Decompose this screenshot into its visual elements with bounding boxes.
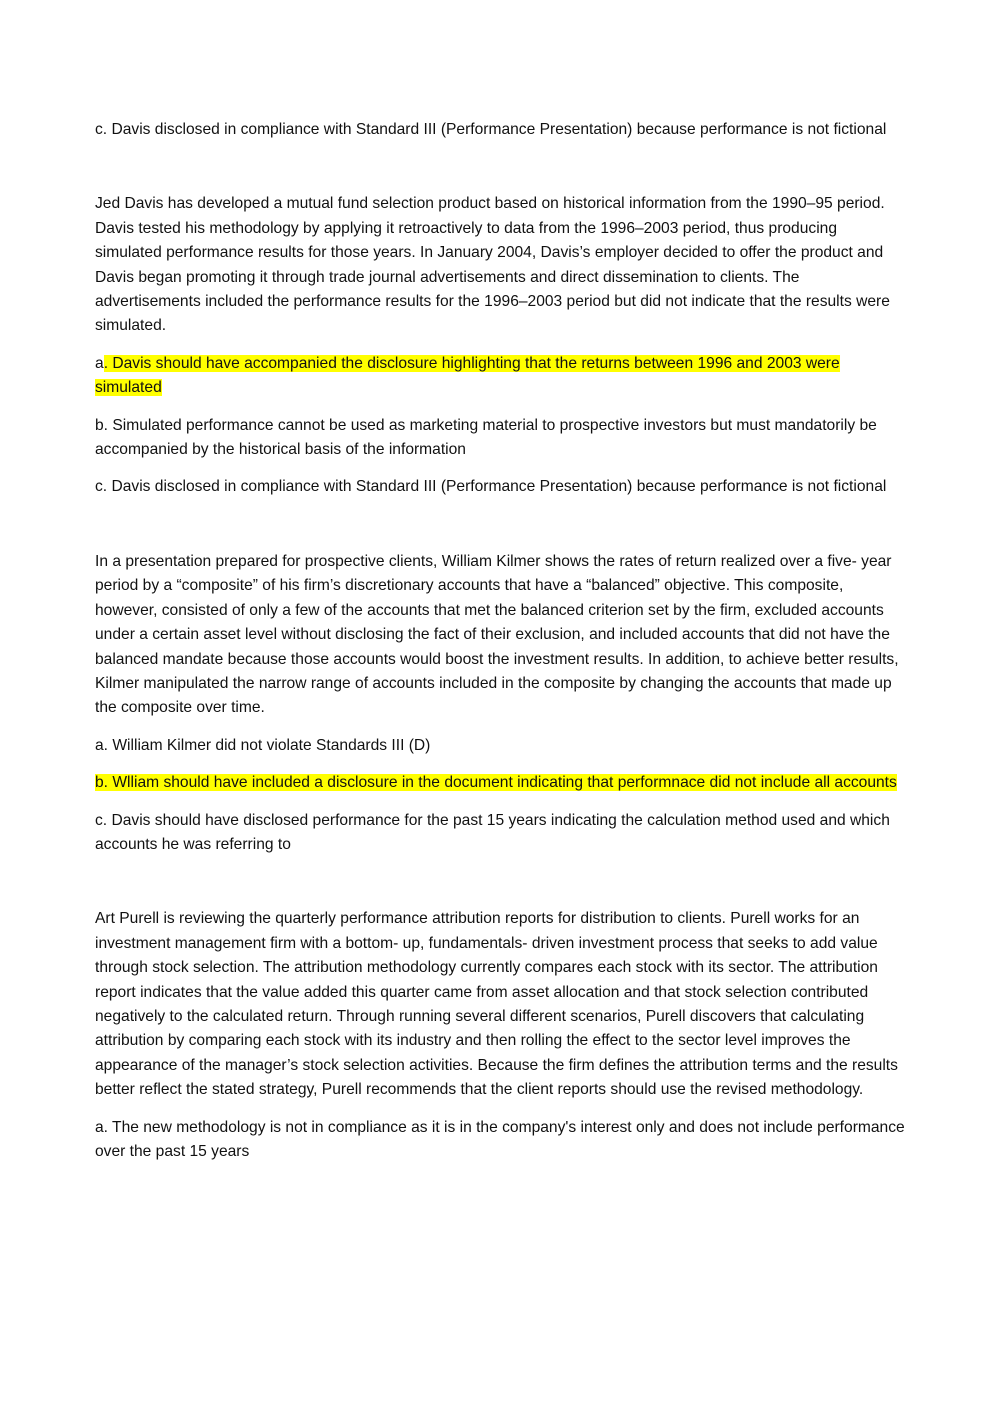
option-a-davis (95, 352, 907, 401)
option-a-davis-prefix: a (95, 354, 104, 372)
document-page (95, 118, 907, 1177)
option-c-davis: c. Davis disclosed in compliance with Standard III (Performance Presentation) because performance is not fictional (95, 478, 887, 496)
option-a-davis-highlighted: . Davis should have accompanied the disclosure highlighting that the returns between 1996 and 2003 were simulated (95, 354, 840, 397)
option-b-davis: b. Simulated performance cannot be used as marketing material to prospective investors but must mandatorily be accompanied by the historical basis of the information (95, 416, 877, 459)
option-c-davis-top: c. Davis disclosed in compliance with Standard III (Performance Presentation) because performance is not fictional (95, 121, 887, 138)
question-kilmer: In a presentation prepared for prospective clients, William Kilmer shows the rates of return realized over a five- year period by a “composite” of his firm’s discretionary accounts that have a “balanced” objective. This composite, however, consisted of only a few of the accounts that met the balanced criterion set by the firm, excluded accounts under a certain asset level without disclosing the fact of their exclusion, and included accounts that did not have the balanced mandate because those accounts would boost the investment results. In addition, to achieve better results, Kilmer manipulated the narrow range of accounts included in the composite by changing the accounts that made up the composite over time. (95, 552, 899, 717)
option-a-kilmer: a. William Kilmer did not violate Standards III (D) (95, 736, 431, 754)
option-b-kilmer-highlighted: b. Wlliam should have included a disclosure in the document indicating that performnace did not include all accounts (95, 774, 897, 792)
option-c-kilmer: c. Davis should have disclosed performance for the past 15 years indicating the calculation method used and which accounts he was referring to (95, 811, 890, 853)
option-b-kilmer (95, 771, 907, 795)
question-purell: Art Purell is reviewing the quarterly performance attribution reports for distribution to clients. Purell works for an investment management firm with a bottom- up, fundamentals- driven investment process that seeks to add value through stock selection. The attribution methodology currently compares each stock with its sector. The attribution report indicates that the value added this quarter came from asset allocation and that stock selection contributed negatively to the calculated return. Through running several different scenarios, Purell discovers that calculating attribution by comparing each stock with its industry and then rolling the effect to the sector level improves the appearance of the manager’s stock selection activities. Because the firm defines the attribution terms and the results better reflect the stated strategy, Purell recommends that the client reports should use the revised methodology. (95, 910, 898, 1099)
spacer (95, 513, 907, 550)
option-a-purell: a. The new methodology is not in compliance as it is in the company's interest only and does not include performance over the past 15 years (95, 1118, 905, 1160)
spacer (95, 870, 907, 907)
question-davis: Jed Davis has developed a mutual fund selection product based on historical information from the 1990–95 period. Davis tested his methodology by applying it retroactively to data from the 1996–2003 period, thus producing simulated performance results for those years. In January 2004, Davis’s employer decided to offer the product and Davis began promoting it through trade journal advertisements and direct dissemination to clients. The advertisements included the performance results for the 1996–2003 period but did not indicate that the results were simulated. (95, 195, 890, 335)
spacer (95, 155, 907, 192)
